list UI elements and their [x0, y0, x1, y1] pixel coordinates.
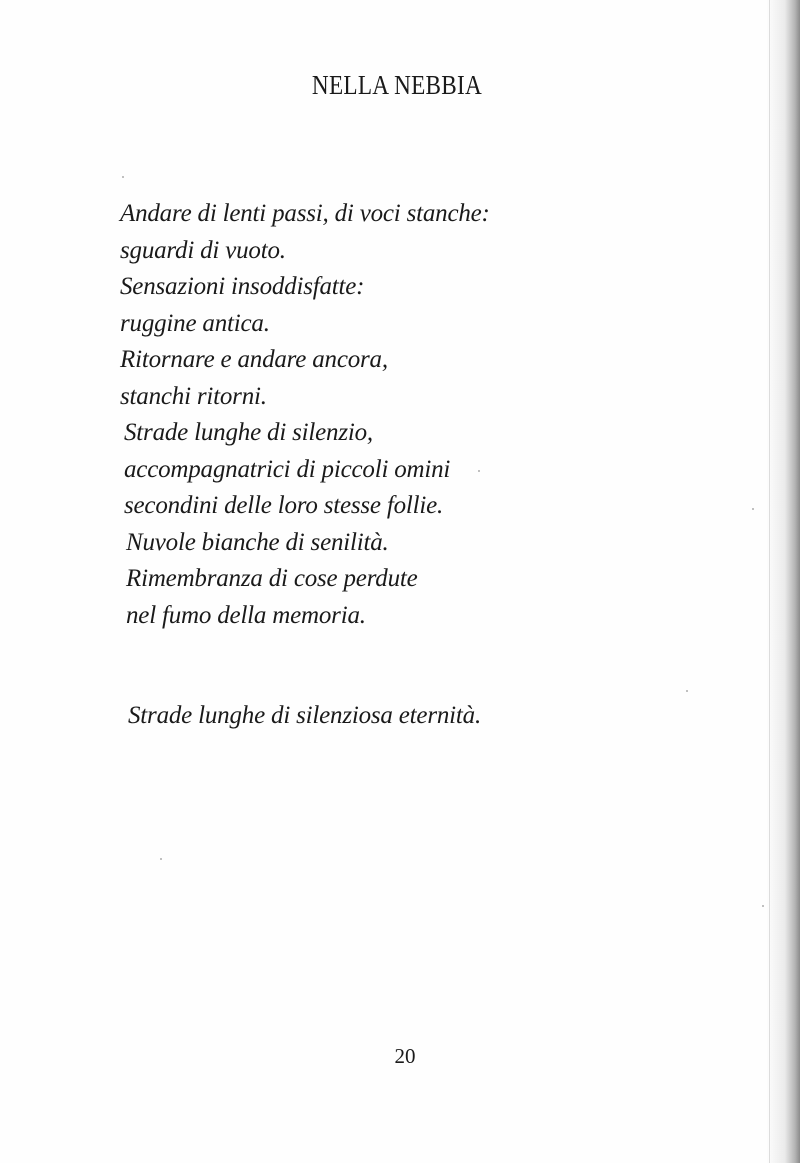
poem-line: Sensazioni insoddisfatte:	[120, 273, 365, 300]
poem-line: nel fumo della memoria.	[126, 601, 366, 629]
poem-line: Rimembranza di cose perdute	[126, 565, 418, 592]
poem-line: accompagnatrici di piccoli omini	[124, 455, 451, 483]
poem-line: sguardi di vuoto.	[120, 236, 286, 264]
scan-speck	[686, 690, 688, 692]
binding-shadow	[766, 0, 800, 1163]
page-number: 20	[394, 1044, 416, 1068]
scan-speck	[122, 176, 124, 178]
poem-line: secondini delle loro stesse follie.	[124, 492, 444, 519]
poem-line: Ritornare e andare ancora,	[120, 346, 388, 373]
poem-stanza	[120, 196, 490, 634]
poem-line: Nuvole bianche di senilità.	[126, 528, 389, 556]
poem-line: stanchi ritorni.	[120, 382, 267, 410]
scan-speck	[478, 470, 480, 472]
poem-line: Strade lunghe di silenzio,	[124, 419, 373, 446]
poem-line: ruggine antica.	[120, 309, 270, 337]
scan-speck	[752, 508, 754, 510]
scan-speck	[160, 858, 162, 860]
poem-title: NELLA NEBBIA	[311, 70, 483, 100]
poem-closing-line: Strade lunghe di silenziosa eternità.	[128, 702, 481, 729]
poem-line: Andare di lenti passi, di voci stanche:	[120, 200, 490, 227]
scan-speck	[762, 905, 764, 907]
